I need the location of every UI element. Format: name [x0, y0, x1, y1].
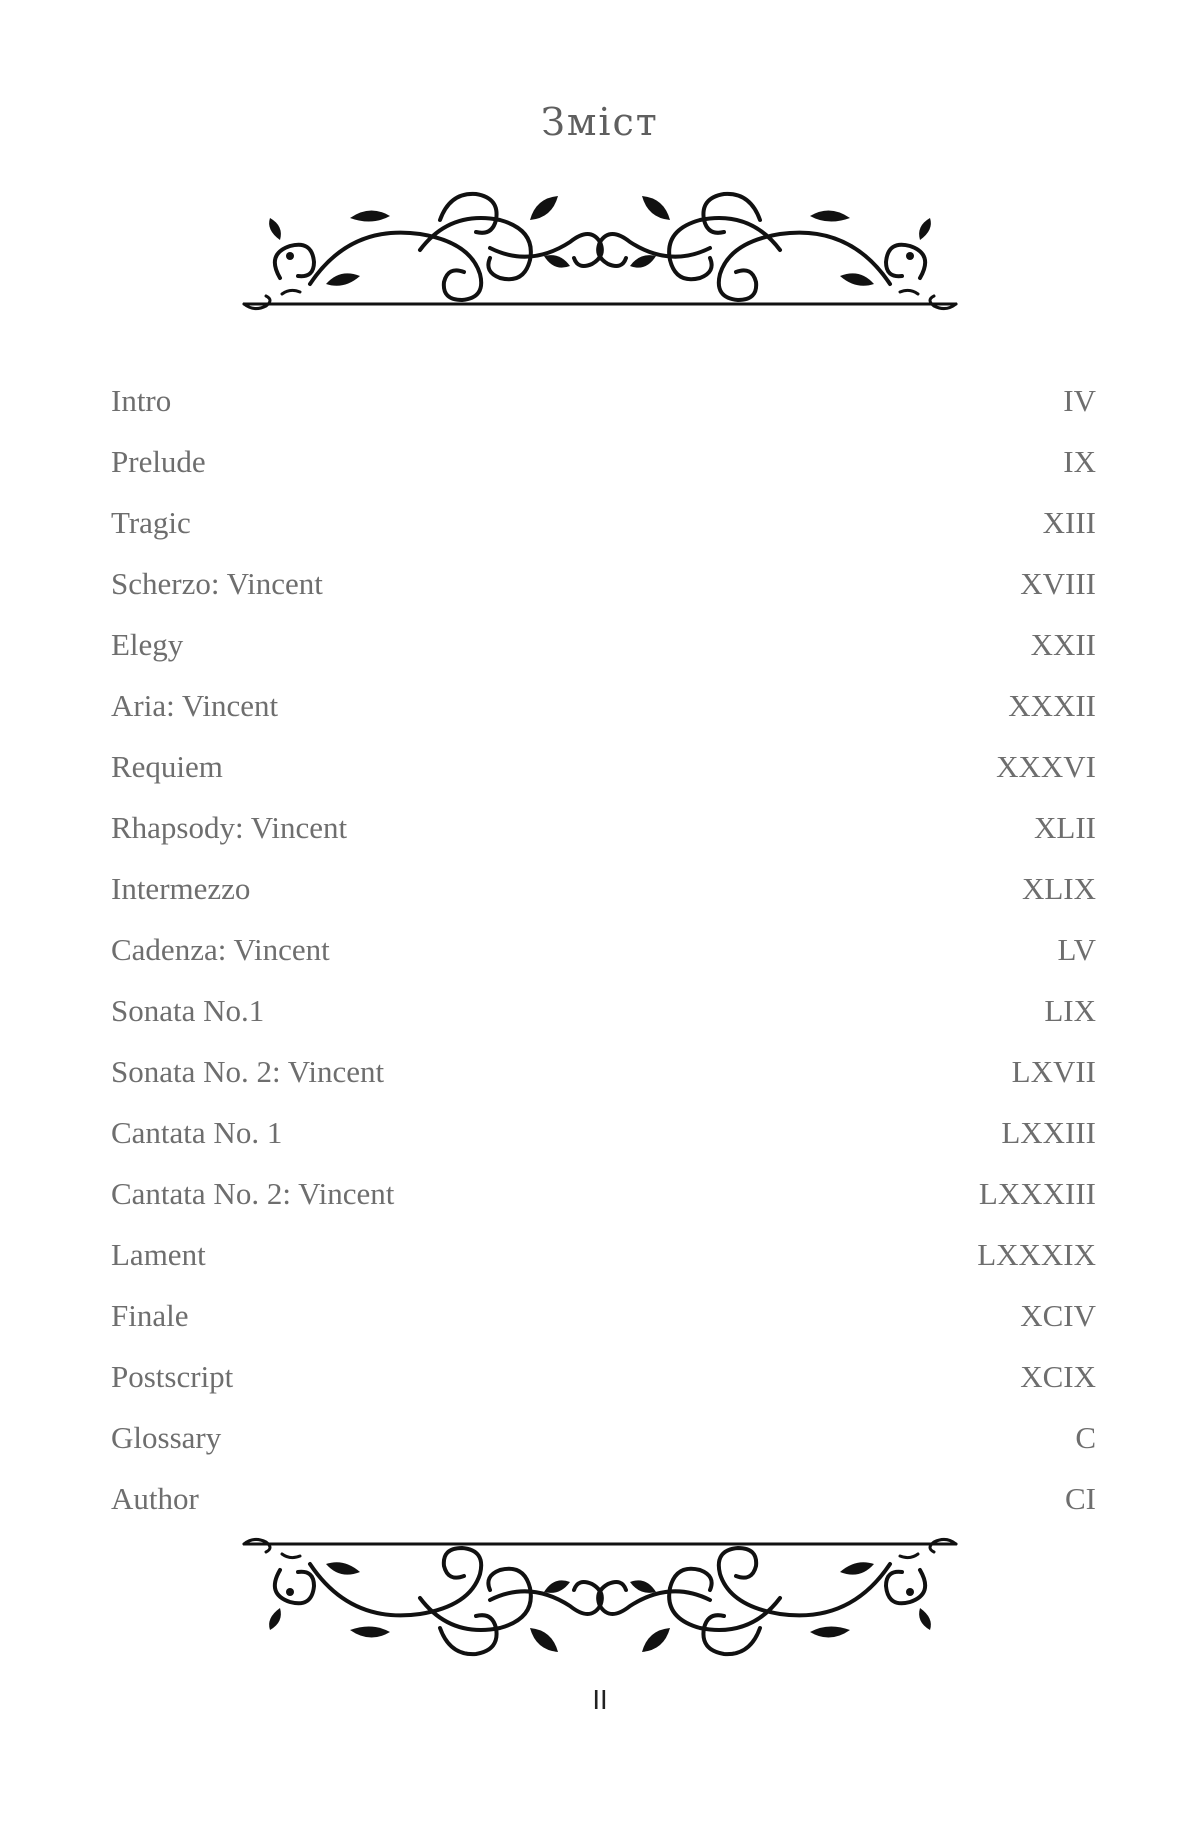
toc-entry-page: LXVII [1011, 1054, 1096, 1089]
toc-entry[interactable] [111, 1102, 1096, 1163]
table-of-contents [111, 370, 1096, 1529]
toc-entry-page: LXXIII [1001, 1115, 1096, 1150]
toc-entry-title: Cantata No. 2: Vincent [111, 1176, 395, 1211]
toc-entry-title: Cantata No. 1 [111, 1115, 283, 1150]
toc-entry[interactable] [111, 431, 1096, 492]
page-title: Зміст [541, 100, 659, 144]
toc-entry-page: IX [1063, 444, 1096, 479]
toc-entry-title: Prelude [111, 444, 206, 479]
toc-entry-page: XLIX [1021, 871, 1096, 906]
toc-entry[interactable] [111, 980, 1096, 1041]
toc-entry-page: XXII [1030, 627, 1096, 662]
toc-entry-title: Intro [111, 383, 172, 418]
toc-entry-title: Elegy [111, 627, 184, 662]
toc-entry[interactable] [111, 1041, 1096, 1102]
top-flourish-ornament [240, 180, 960, 320]
toc-entry-title: Lament [111, 1237, 206, 1272]
toc-entry[interactable] [111, 492, 1096, 553]
toc-entry-page: XCIV [1020, 1298, 1096, 1333]
toc-entry-title: Scherzo: Vincent [111, 566, 323, 601]
toc-entry-page: XXXII [1008, 688, 1096, 723]
toc-entry-page: LXXXIX [977, 1237, 1096, 1272]
toc-entry-title: Intermezzo [111, 871, 251, 906]
toc-entry-title: Tragic [111, 505, 191, 540]
bottom-flourish-ornament [240, 1528, 960, 1668]
toc-entry[interactable] [111, 1163, 1096, 1224]
toc-entry-page: IV [1063, 383, 1096, 418]
toc-entry[interactable] [111, 675, 1096, 736]
toc-entry-page: LIX [1044, 993, 1096, 1028]
toc-entry[interactable] [111, 553, 1096, 614]
toc-entry-title: Requiem [111, 749, 223, 784]
toc-entry-page: C [1075, 1420, 1096, 1455]
toc-entry-page: LXXXIII [978, 1176, 1096, 1211]
toc-entry-title: Aria: Vincent [111, 688, 279, 723]
toc-entry-title: Glossary [111, 1420, 222, 1455]
page-number: II [592, 1686, 608, 1716]
toc-entry-title: Cadenza: Vincent [111, 932, 330, 967]
toc-entry-page: XVIII [1020, 566, 1096, 601]
toc-entry[interactable] [111, 1468, 1096, 1529]
toc-entry[interactable] [111, 1285, 1096, 1346]
toc-entry-title: Sonata No.1 [111, 993, 265, 1028]
toc-entry[interactable] [111, 1346, 1096, 1407]
toc-entry-title: Sonata No. 2: Vincent [111, 1054, 385, 1089]
toc-entry[interactable] [111, 370, 1096, 431]
toc-entry[interactable] [111, 1224, 1096, 1285]
toc-entry-page: XLII [1034, 810, 1096, 845]
toc-entry[interactable] [111, 797, 1096, 858]
toc-entry-title: Finale [111, 1298, 189, 1333]
toc-entry[interactable] [111, 858, 1096, 919]
toc-entry[interactable] [111, 919, 1096, 980]
toc-entry[interactable] [111, 1407, 1096, 1468]
toc-entry[interactable] [111, 736, 1096, 797]
toc-entry-page: XCIX [1020, 1359, 1096, 1394]
toc-entry[interactable] [111, 614, 1096, 675]
toc-entry-page: CI [1065, 1481, 1096, 1516]
toc-entry-title: Postscript [111, 1359, 234, 1394]
toc-entry-page: LV [1057, 932, 1096, 967]
toc-entry-page: XXXVI [996, 749, 1096, 784]
toc-entry-page: XIII [1042, 505, 1096, 540]
toc-entry-title: Author [111, 1481, 199, 1516]
toc-entry-title: Rhapsody: Vincent [111, 810, 348, 845]
